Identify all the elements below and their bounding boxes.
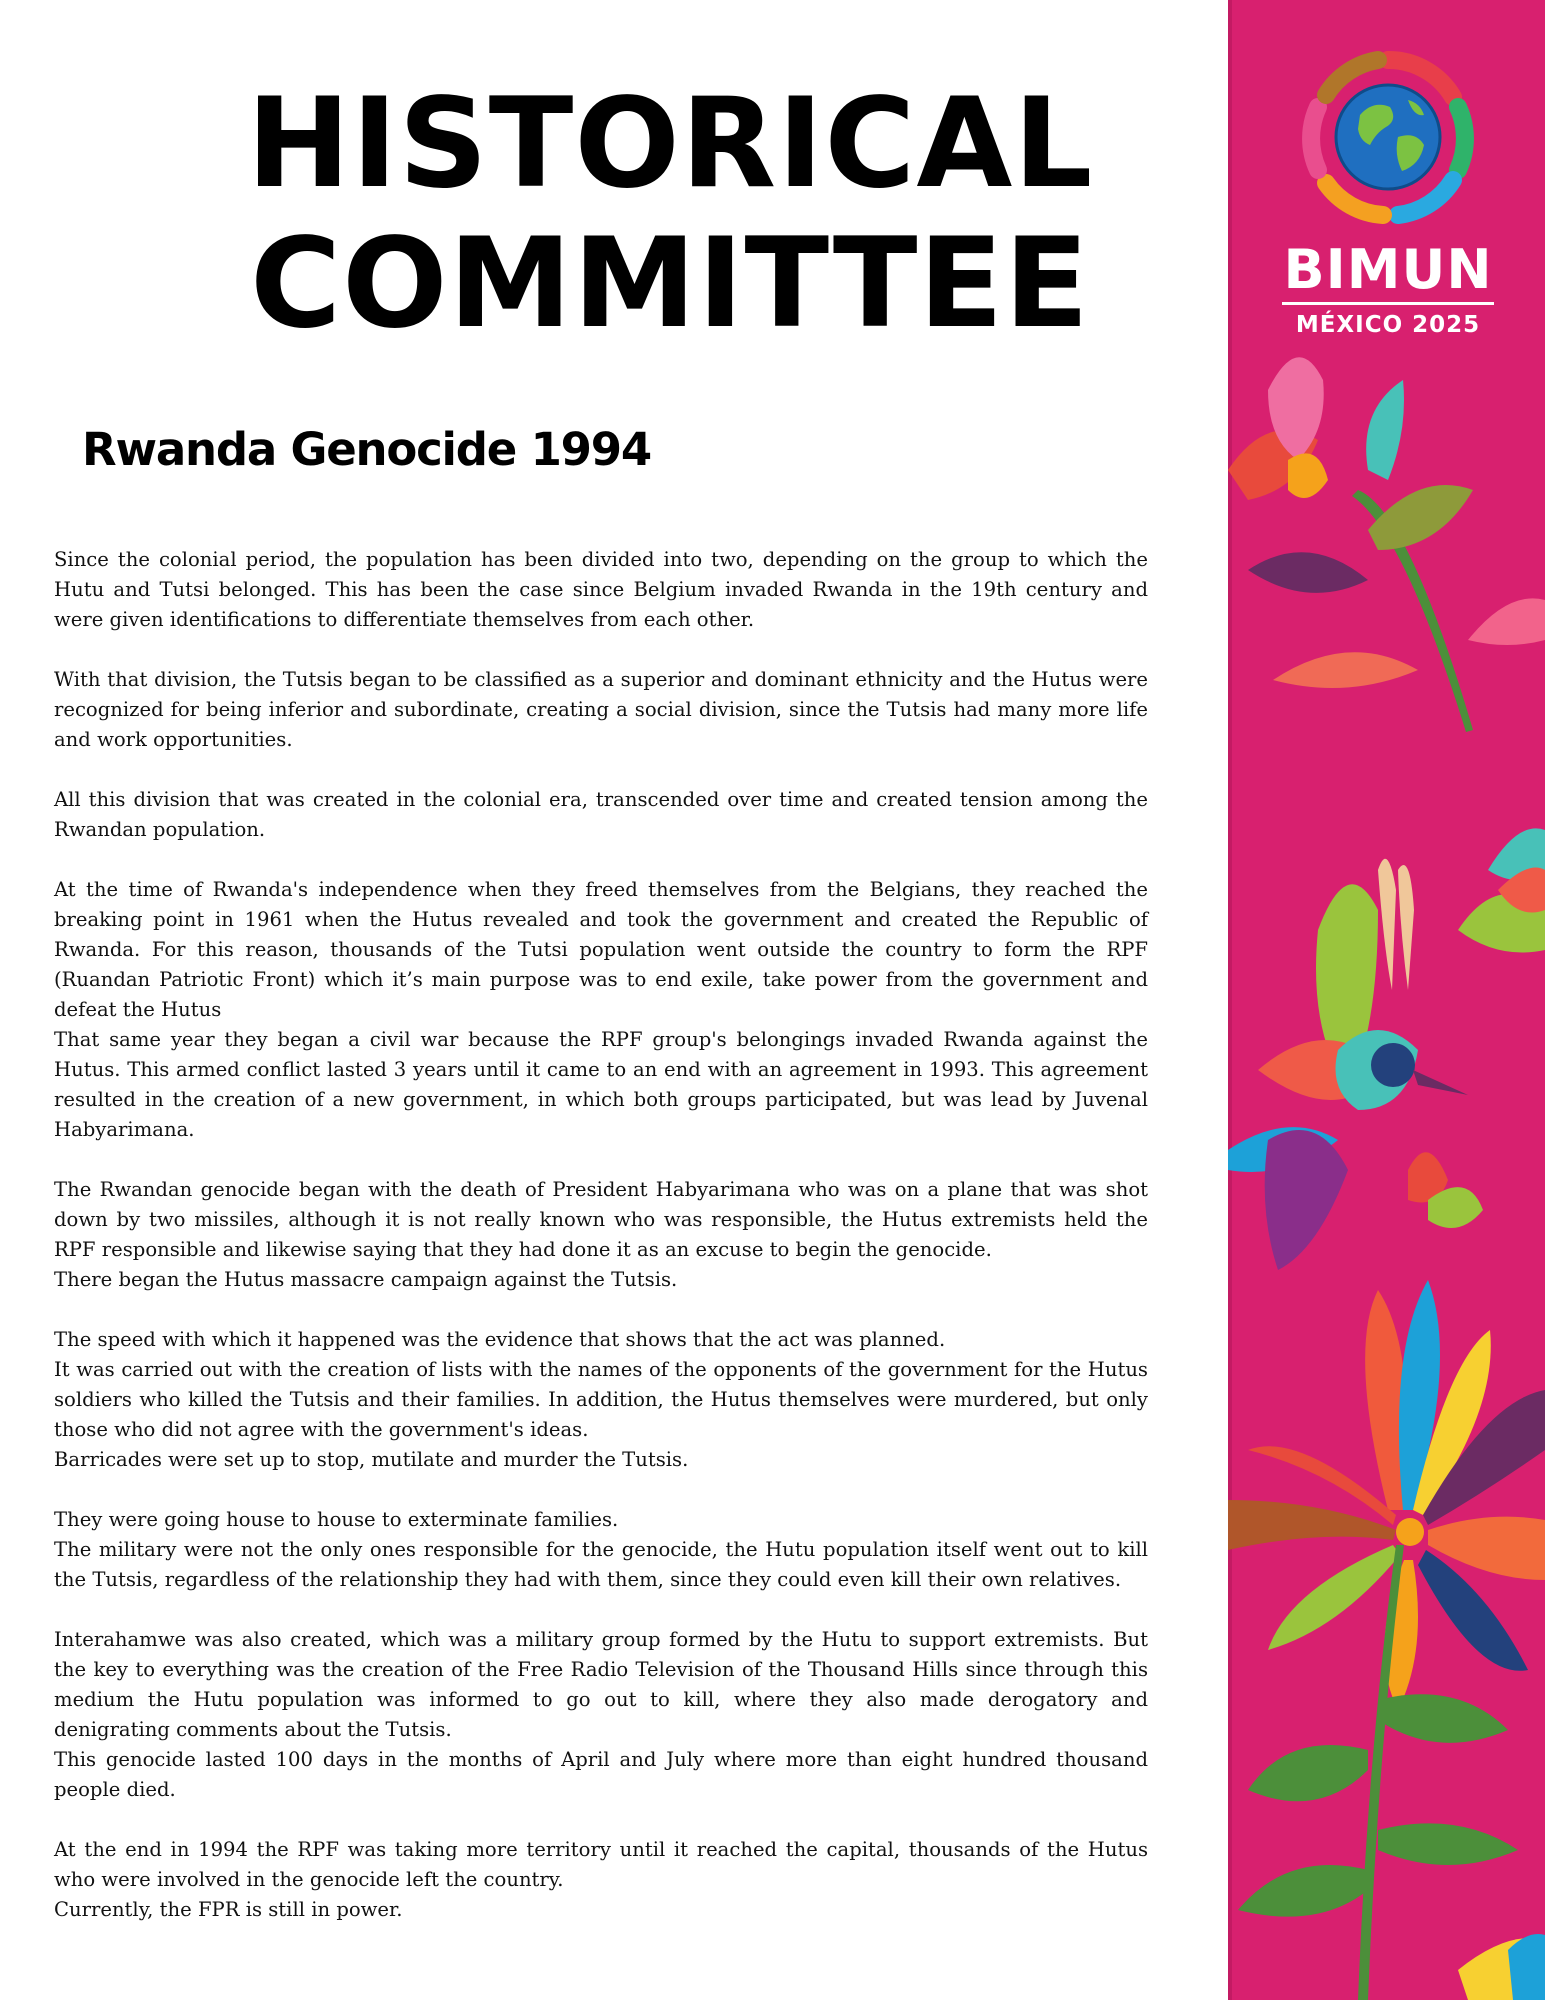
paragraph-line: With that division, the Tutsis began to be classified as a superior and dominant ethnicity and the Hutus were recognized for being inferior and subordinate, creating a social division, since the Tutsis had many more life and work opportunities. (54, 668, 1148, 751)
paragraph-6 (54, 1325, 1148, 1475)
paragraph-line: It was carried out with the creation of lists with the names of the opponents of the government for the Hutus soldiers who killed the Tutsis and their families. In addition, the Hutus themselves were murdered, but only those who did not agree with the government's ideas. (54, 1358, 1148, 1441)
paragraph-line: They were going house to house to exterminate families. (54, 1508, 619, 1531)
paragraph-9 (54, 1835, 1148, 1925)
paragraph-line: Since the colonial period, the population has been divided into two, depending on the group to which the Hutu and Tutsi belonged. This has been the case since Belgium invaded Rwanda in the 19th century and were given identifications to differentiate themselves from each other. (54, 548, 1148, 631)
paragraph-line: There began the Hutus massacre campaign against the Tutsis. (54, 1268, 678, 1291)
logo-subtitle: MÉXICO 2025 (1295, 312, 1481, 338)
paragraph-line: That same year they began a civil war because the RPF group's belongings invaded Rwanda against the Hutus. This armed conflict lasted 3 years until it came to an end with an agreement in 1993. This agreement resulted in the creation of a new government, in which both groups participated, but was lead by Juvenal Habyarimana. (54, 1028, 1148, 1141)
body-text (54, 545, 1148, 1955)
paragraph-4 (54, 875, 1148, 1145)
paragraph-line: All this division that was created in the colonial era, transcended over time and created tension among the Rwandan population. (54, 788, 1148, 841)
paragraph-8 (54, 1625, 1148, 1805)
side-banner (1228, 0, 1545, 2000)
floral-illustration (1228, 350, 1545, 2000)
paragraph-line: Currently, the FPR is still in power. (54, 1898, 403, 1921)
globe-logo-icon (1298, 45, 1478, 235)
page-title (0, 74, 1340, 354)
paragraph-2 (54, 665, 1148, 755)
paragraph-line: At the end in 1994 the RPF was taking more territory until it reached the capital, thousands of the Hutus who were involved in the genocide left the country. (54, 1838, 1148, 1891)
paragraph-3 (54, 785, 1148, 845)
bimun-logo (1278, 40, 1498, 340)
logo-divider (1282, 302, 1494, 305)
paragraph-line: The speed with which it happened was the evidence that shows that the act was planned. (54, 1328, 946, 1351)
paragraph-line: Barricades were set up to stop, mutilate and murder the Tutsis. (54, 1448, 689, 1471)
paragraph-7 (54, 1505, 1148, 1595)
logo-name: BIMUN (1283, 238, 1493, 301)
title-line-2: COMMITTEE (250, 212, 1090, 356)
paragraph-1 (54, 545, 1148, 635)
paragraph-5 (54, 1175, 1148, 1295)
title-line-1: HISTORICAL (246, 72, 1094, 216)
paragraph-line: The Rwandan genocide began with the death of President Habyarimana who was on a plane that was shot down by two missiles, although it is not really known who was responsible, the Hutus extremists held the RPF responsible and likewise saying that they had done it as an excuse to begin the genocide. (54, 1178, 1148, 1261)
topic-subtitle: Rwanda Genocide 1994 (82, 423, 652, 476)
paragraph-line: This genocide lasted 100 days in the months of April and July where more than eight hundred thousand people died. (54, 1748, 1148, 1801)
paragraph-line: The military were not the only ones responsible for the genocide, the Hutu population itself went out to kill the Tutsis, regardless of the relationship they had with them, since they could even kill their own relatives. (54, 1538, 1148, 1591)
paragraph-line: Interahamwe was also created, which was a military group formed by the Hutu to support extremists. But the key to everything was the creation of the Free Radio Television of the Thousand Hills since through this medium the Hutu population was informed to go out to kill, where they also made derogatory and denigrating comments about the Tutsis. (54, 1628, 1148, 1741)
paragraph-line: At the time of Rwanda's independence when they freed themselves from the Belgians, they reached the breaking point in 1961 when the Hutus revealed and took the government and created the Republic of Rwanda. For this reason, thousands of the Tutsi population went outside the country to form the RPF (Ruandan Patriotic Front) which it’s main purpose was to end exile, take power from the government and defeat the Hutus (54, 878, 1148, 1021)
